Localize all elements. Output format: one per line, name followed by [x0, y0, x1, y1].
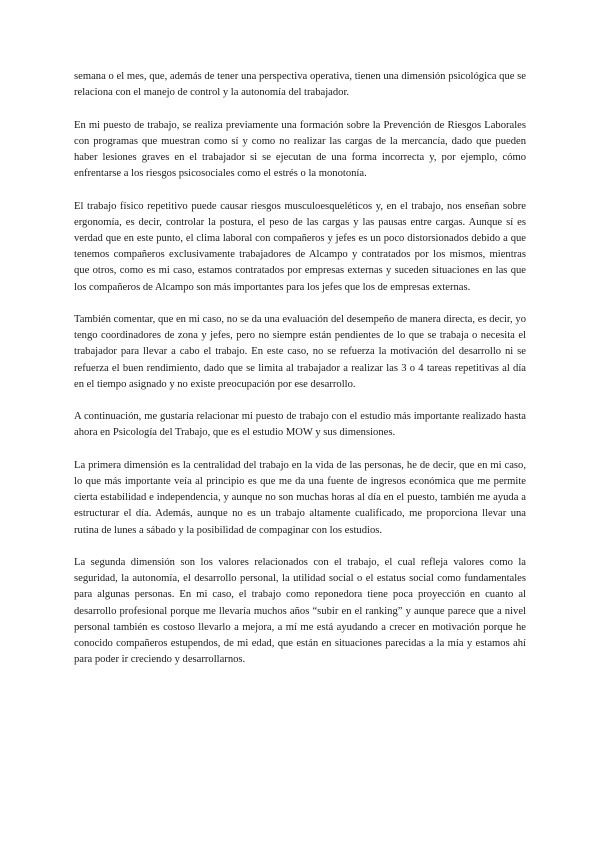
- paragraph-continuation: semana o el mes, que, además de tener una perspectiva operativa, tienen una dimensión psicológica que se relaciona con el manejo de control y la autonomía del trabajador.: [74, 71, 526, 99]
- document-page: [74, 69, 526, 668]
- paragraph-second-dimension: La segunda dimensión son los valores relacionados con el trabajo, el cual refleja valores como la seguridad, la autonomía, el desarrollo personal, la utilidad social o el estatus social como fundamentales para algunas personas. En mi caso, el trabajo como reponedora tiene poca proyección en cuanto al desarrollo profesional porque me llevaría muchos años “subir en el ranking” y aunque parece que a nivel personal también es costoso llevarlo a mejora, a mí me está ayudando a crecer en motivación porque he conocido compañeros estupendos, de mi edad, que están en situaciones parecidas a la mía y estamos ahí para poder ir creciendo y desarrollarnos.: [74, 557, 526, 666]
- paragraph-first-dimension: La primera dimensión es la centralidad del trabajo en la vida de las personas, he de decir, que en mi caso, lo que más importante veía al principio es que me da una fuente de ingresos económica que me permite cierta estabilidad e independencia, y aunque no son muchas horas al día en el puesto, también me ayuda a estructurar el día. Además, aunque no es un trabajo altamente cualificado, me proporciona llevar una rutina de lunes a sábado y la posibilidad de compaginar con los estudios.: [74, 459, 526, 536]
- paragraph-risk-prevention: En mi puesto de trabajo, se realiza previamente una formación sobre la Prevención de Riesgos Laborales con programas que muestran como sí y como no realizar las cargas de la mercancía, dado que pueden haber lesiones graves en el trabajador si se ejecutan de una forma incorrecta y, por ejemplo, cómo enfrentarse a los riesgos psicosociales como el estrés o la monotonía.: [74, 119, 526, 180]
- paragraph-ergonomics: El trabajo físico repetitivo puede causar riesgos musculoesqueléticos y, en el trabajo, nos enseñan sobre ergonomía, es decir, controlar la postura, el peso de las cargas y las pausas entre cargas. Aunque sí es verdad que en este punto, el clima laboral con compañeros y jefes es un poco distorsionados debido a que tenemos compañeros exclusivamente trabajadores de Alcampo y contratados por los mismos, mientras que otros, como es mi caso, estamos contratados por empresas externas y suceden situaciones en las que los compañeros de Alcampo son más importantes para los jefes que los de empresas externas.: [74, 200, 526, 293]
- paragraph-performance-evaluation: También comentar, que en mi caso, no se da una evaluación del desempeño de manera directa, es decir, yo tengo coordinadores de zona y jefes, pero no siempre están pendientes de lo que se trabaja o necesita el trabajador para llevar a cabo el trabajo. En este caso, no se refuerza la motivación del desarrollo ni se refuerza el buen rendimiento, dado que se limita al trabajador a realizar las 3 o 4 tareas repetitivas al día en el tiempo asignado y no existe preocupación por ese desarrollo.: [74, 314, 526, 390]
- paragraph-mow-intro: A continuación, me gustaría relacionar mi puesto de trabajo con el estudio más importante realizado hasta ahora en Psicología del Trabajo, que es el estudio MOW y sus dimensiones.: [74, 411, 526, 439]
